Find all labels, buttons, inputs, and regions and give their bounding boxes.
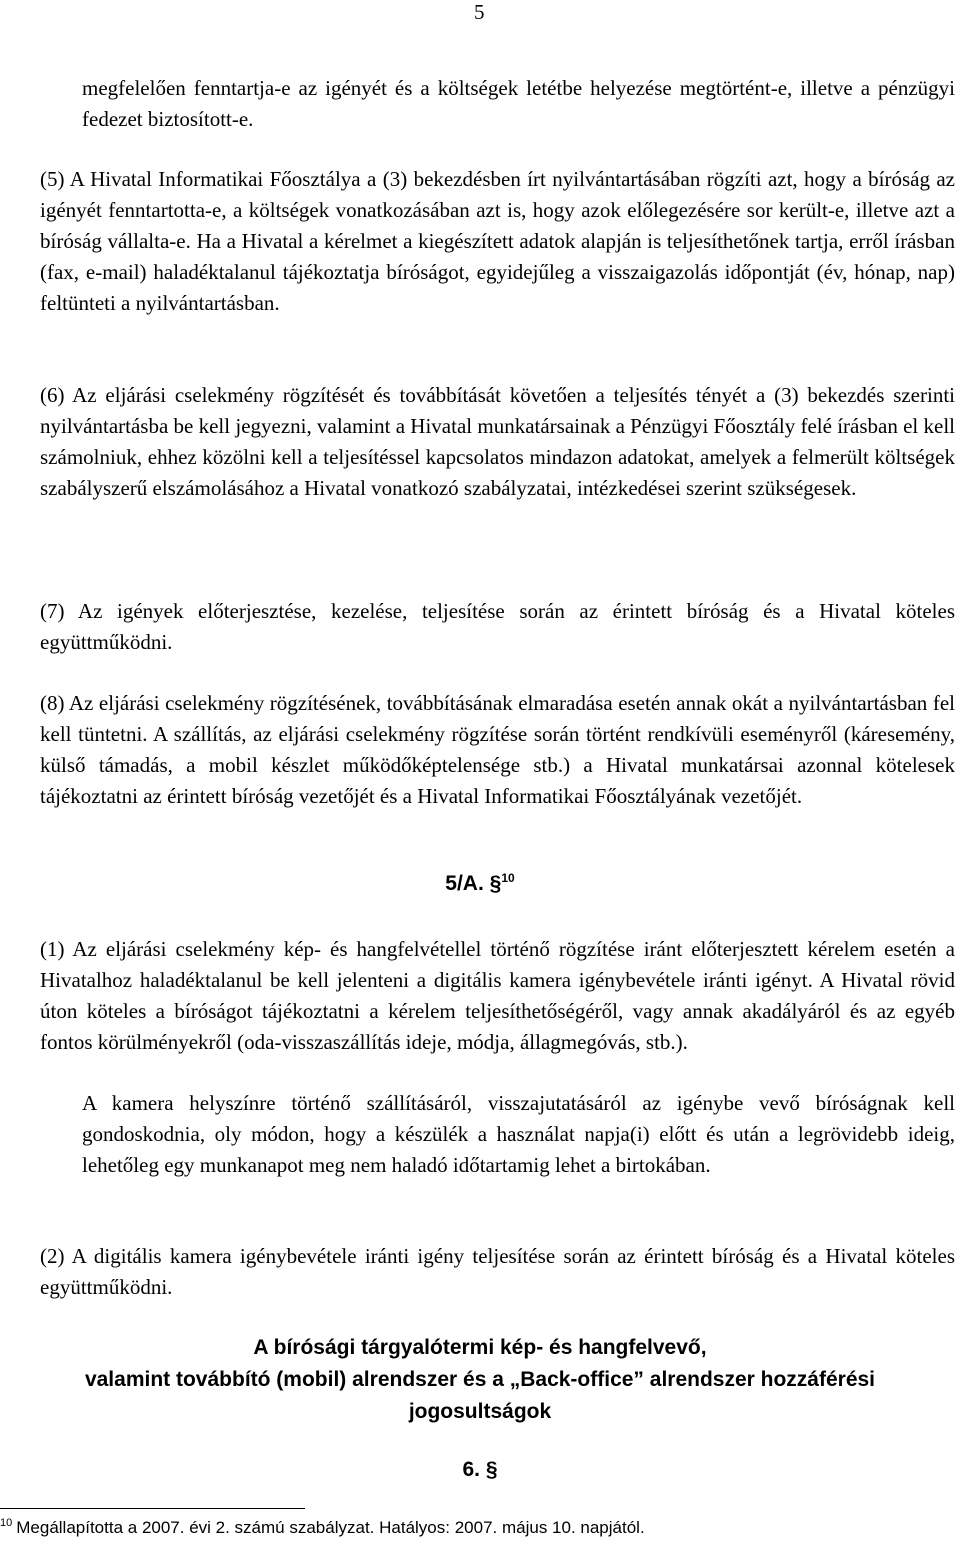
footnote-number: 10 <box>0 1517 13 1530</box>
section-6-title: 6. § <box>462 1458 498 1481</box>
paragraph-5a-1b <box>82 1088 955 1181</box>
paragraph-5a-1 <box>40 934 955 1058</box>
footnote-text: Megállapította a 2007. évi 2. számú szabályzat. Hatályos: 2007. május 10. napjától. <box>16 1518 645 1537</box>
section-5a-heading <box>0 872 960 896</box>
paragraph-5 <box>40 164 955 319</box>
paragraph-7 <box>40 596 955 658</box>
footnote-ref-10: 10 <box>501 871 515 885</box>
paragraph-7-text: (7) Az igények előterjesztése, kezelése, teljesítése során az érintett bíróság és a Hivatal köteles együttműködni. <box>40 599 955 654</box>
continuation-paragraph: megfelelően fenntartja-e az igényét és a költségek letétbe helyezése megtörtént-e, illetve a pénzügyi fedezet biztosított-e. <box>82 76 955 131</box>
paragraph-5a-1b-text: A kamera helyszínre történő szállításáról, visszajutatásáról az igénybe vevő bíróságnak kell gondoskodnia, oly módon, hogy a készülék a használat napja(i) előtt és után a legrövidebb ideig, lehetőleg egy munkanapot meg nem haladó időtartamig lehet a birtokában. <box>82 1091 955 1177</box>
paragraph-5a-2 <box>40 1241 955 1303</box>
chapter-heading-line2: valamint továbbító (mobil) alrendszer és a „Back-office” alrendszer hozzáférési <box>84 1368 876 1391</box>
chapter-heading-line3: jogosultságok <box>408 1400 552 1423</box>
footnote-divider <box>0 1508 305 1509</box>
paragraph-5a-2-text: (2) A digitális kamera igénybevétele iránti igény teljesítése során az érintett bíróság és a Hivatal köteles együttműködni. <box>40 1244 955 1299</box>
paragraph-6 <box>40 380 955 504</box>
footnote <box>0 1518 645 1538</box>
section-5a-title: 5/A. § <box>445 872 502 895</box>
chapter-heading-line1: A bírósági tárgyalótermi kép- és hangfelvevő, <box>253 1336 707 1359</box>
section-6-heading <box>0 1458 960 1482</box>
page-number: 5 <box>474 0 485 24</box>
paragraph-5-text: (5) A Hivatal Informatikai Főosztálya a (3) bekezdésben írt nyilvántartásában rögzíti azt, hogy a bíróság az igényét fenntartotta-e, a költségek vonatkozásában azt is, hogy azok előlegezésére sor került-e, illetve azt a bíróság vállalta-e. Ha a Hivatal a kérelmet a kiegészített adatok alapján is teljesíthetőnek tartja, erről írásban (fax, e-mail) haladéktalanul tájékoztatja bíróságot, egyidejűleg a visszaigazolás időpontját (év, hónap, nap) feltünteti a nyilvántartásban. <box>40 167 955 315</box>
paragraph-8 <box>40 688 955 812</box>
paragraph-8-text: (8) Az eljárási cselekmény rögzítésének, továbbításának elmaradása esetén annak okát a nyilvántartásban fel kell tüntetni. A szállítás, az eljárási cselekmény rögzítése során történt rendkívüli eseményről (káresemény, külső támadás, a mobil készlet működőképtelensége stb.) a Hivatal munkatársai azonnal kötelesek tájékoztatni az érintett bíróság vezetőjét és a Hivatal Informatikai Főosztályának vezetőjét. <box>40 691 955 808</box>
continuation-text <box>82 73 955 135</box>
paragraph-5a-1-text: (1) Az eljárási cselekmény kép- és hangfelvétellel történő rögzítése iránt előterjesztett kérelem esetén a Hivatalhoz haladéktalanul be kell jelenteni a digitális kamera igénybevétele iránti igényt. A Hivatal rövid úton köteles a bíróságot tájékoztatni a kérelem teljesíthetőségéről, vagy annak akadályáról és az egyéb fontos körülményekről (oda-visszaszállítás ideje, módja, állagmegóvás, stb.). <box>40 937 955 1054</box>
paragraph-6-text: (6) Az eljárási cselekmény rögzítését és továbbítását követően a teljesítés tényét a (3) bekezdés szerinti nyilvántartásba be kell jegyezni, valamint a Hivatal munkatársainak a Pénzügyi Főosztály felé írásban el kell számolniuk, ehhez közölni kell a teljesítéssel kapcsolatos mindazon adatokat, amelyek a felmerült költségek szabályszerű elszámolásához a Hivatal vonatkozó szabályzatai, intézkedései szerint szükségesek. <box>40 383 955 500</box>
chapter-heading <box>0 1332 960 1428</box>
